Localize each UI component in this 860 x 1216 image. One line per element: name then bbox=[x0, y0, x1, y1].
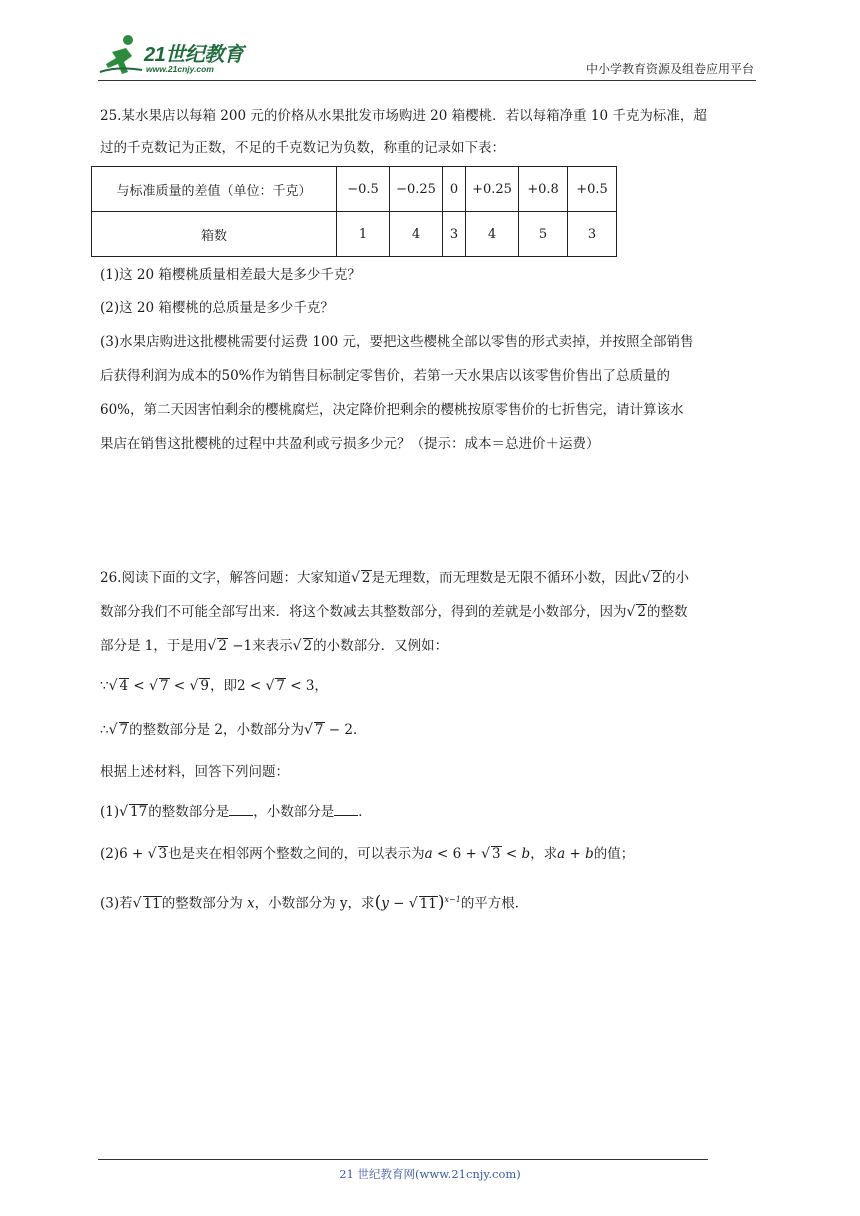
table-cell: 0 bbox=[443, 167, 466, 212]
q26-line2: 数部分我们不可能全部写出来．将这个数减去其整数部分，得到的差就是小数部分，因为√ 2的整数 bbox=[100, 604, 688, 620]
logo-url: www.21cnjy.com bbox=[146, 64, 214, 74]
q26-line3: 部分是 1，于是用√ 2 −1来表示√ 2的小数部分．又例如： bbox=[100, 638, 449, 654]
q26-sub1: (1)√ 17的整数部分是 ，小数部分是 ． bbox=[100, 804, 372, 820]
runner-logo-icon bbox=[98, 32, 144, 78]
table-cell: 5 bbox=[519, 212, 568, 257]
q26-line4: ∵√ 4 < √ 7 < √ 9，即2 < √ 7 < 3， bbox=[100, 678, 328, 694]
q25-line2: 过的千克数记为正数，不足的千克数记为负数，称重的记录如下表： bbox=[100, 140, 505, 156]
q25-line1: 25.某水果店以每箱 200 元的价格从水果批发市场购进 20 箱樱桃．若以每箱净重 10 千克为标准，超 bbox=[100, 108, 707, 124]
q26-line1: 26.阅读下面的文字，解答问题：大家知道√ 2是无理数，而无理数是无限不循环小数，因此√ 2的小 bbox=[100, 570, 690, 586]
page-footer: 21 世纪教育网(www.21cnjy.com) bbox=[339, 1167, 521, 1181]
q25-sub3-line2: 后获得利润为成本的50%作为销售目标制定零售价，若第一天水果店以该零售价售出了总质量的 bbox=[100, 368, 671, 384]
page-header bbox=[98, 30, 756, 81]
platform-name: 中小学教育资源及组卷应用平台 bbox=[585, 62, 754, 76]
q26-line5: ∴√ 7的整数部分是 2，小数部分为√ 7 − 2． bbox=[100, 722, 367, 738]
table-cell: 3 bbox=[443, 212, 466, 257]
table-header-cell: 箱数 bbox=[92, 212, 337, 257]
q25-sub2: (2)这 20 箱樱桃的总质量是多少千克？ bbox=[100, 300, 334, 316]
table-cell: 1 bbox=[337, 212, 390, 257]
footer-divider bbox=[98, 1159, 708, 1160]
table-cell: +0.5 bbox=[568, 167, 617, 212]
table-cell: 4 bbox=[466, 212, 519, 257]
q26-sub2: (2)6 + √ 3也是夹在相邻两个整数之间的，可以表示为a < 6 + √ 3 < b，求a + b的值； bbox=[100, 846, 635, 862]
q26-sub3: (3)若√ 11的整数部分为 x，小数部分为 y，求(y − √ 11)$^{x-1}$的平方根． bbox=[100, 892, 529, 913]
table-cell: −0.5 bbox=[337, 167, 390, 212]
table-cell: −0.25 bbox=[390, 167, 443, 212]
q26-line6: 根据上述材料，回答下列问题： bbox=[100, 764, 289, 780]
table-row bbox=[92, 167, 617, 212]
q25-sub3-line3: 60%，第二天因害怕剩余的樱桃腐烂，决定降价把剩余的樱桃按原零售价的七折售完，请计算该水 bbox=[100, 402, 684, 418]
table-header-cell: 与标准质量的差值（单位：千克） bbox=[92, 167, 337, 212]
answer-blank bbox=[229, 803, 253, 816]
q25-sub1: (1)这 20 箱樱桃质量相差最大是多少千克？ bbox=[100, 267, 361, 283]
q25-sub3-line4: 果店在销售这批樱桃的过程中共盈利或亏损多少元？（提示：成本＝总进价＋运费） bbox=[100, 436, 600, 452]
answer-blank bbox=[334, 803, 358, 816]
logo bbox=[98, 30, 258, 78]
table-cell: +0.8 bbox=[519, 167, 568, 212]
logo-text: 21世纪教育 bbox=[144, 44, 244, 66]
table-cell: +0.25 bbox=[466, 167, 519, 212]
table-cell: 4 bbox=[390, 212, 443, 257]
table-cell: 3 bbox=[568, 212, 617, 257]
weight-table bbox=[91, 166, 617, 257]
q25-sub3-line1: (3)水果店购进这批樱桃需要付运费 100 元，要把这些樱桃全部以零售的形式卖掉，并按照全部销售 bbox=[100, 334, 694, 350]
table-row bbox=[92, 212, 617, 257]
